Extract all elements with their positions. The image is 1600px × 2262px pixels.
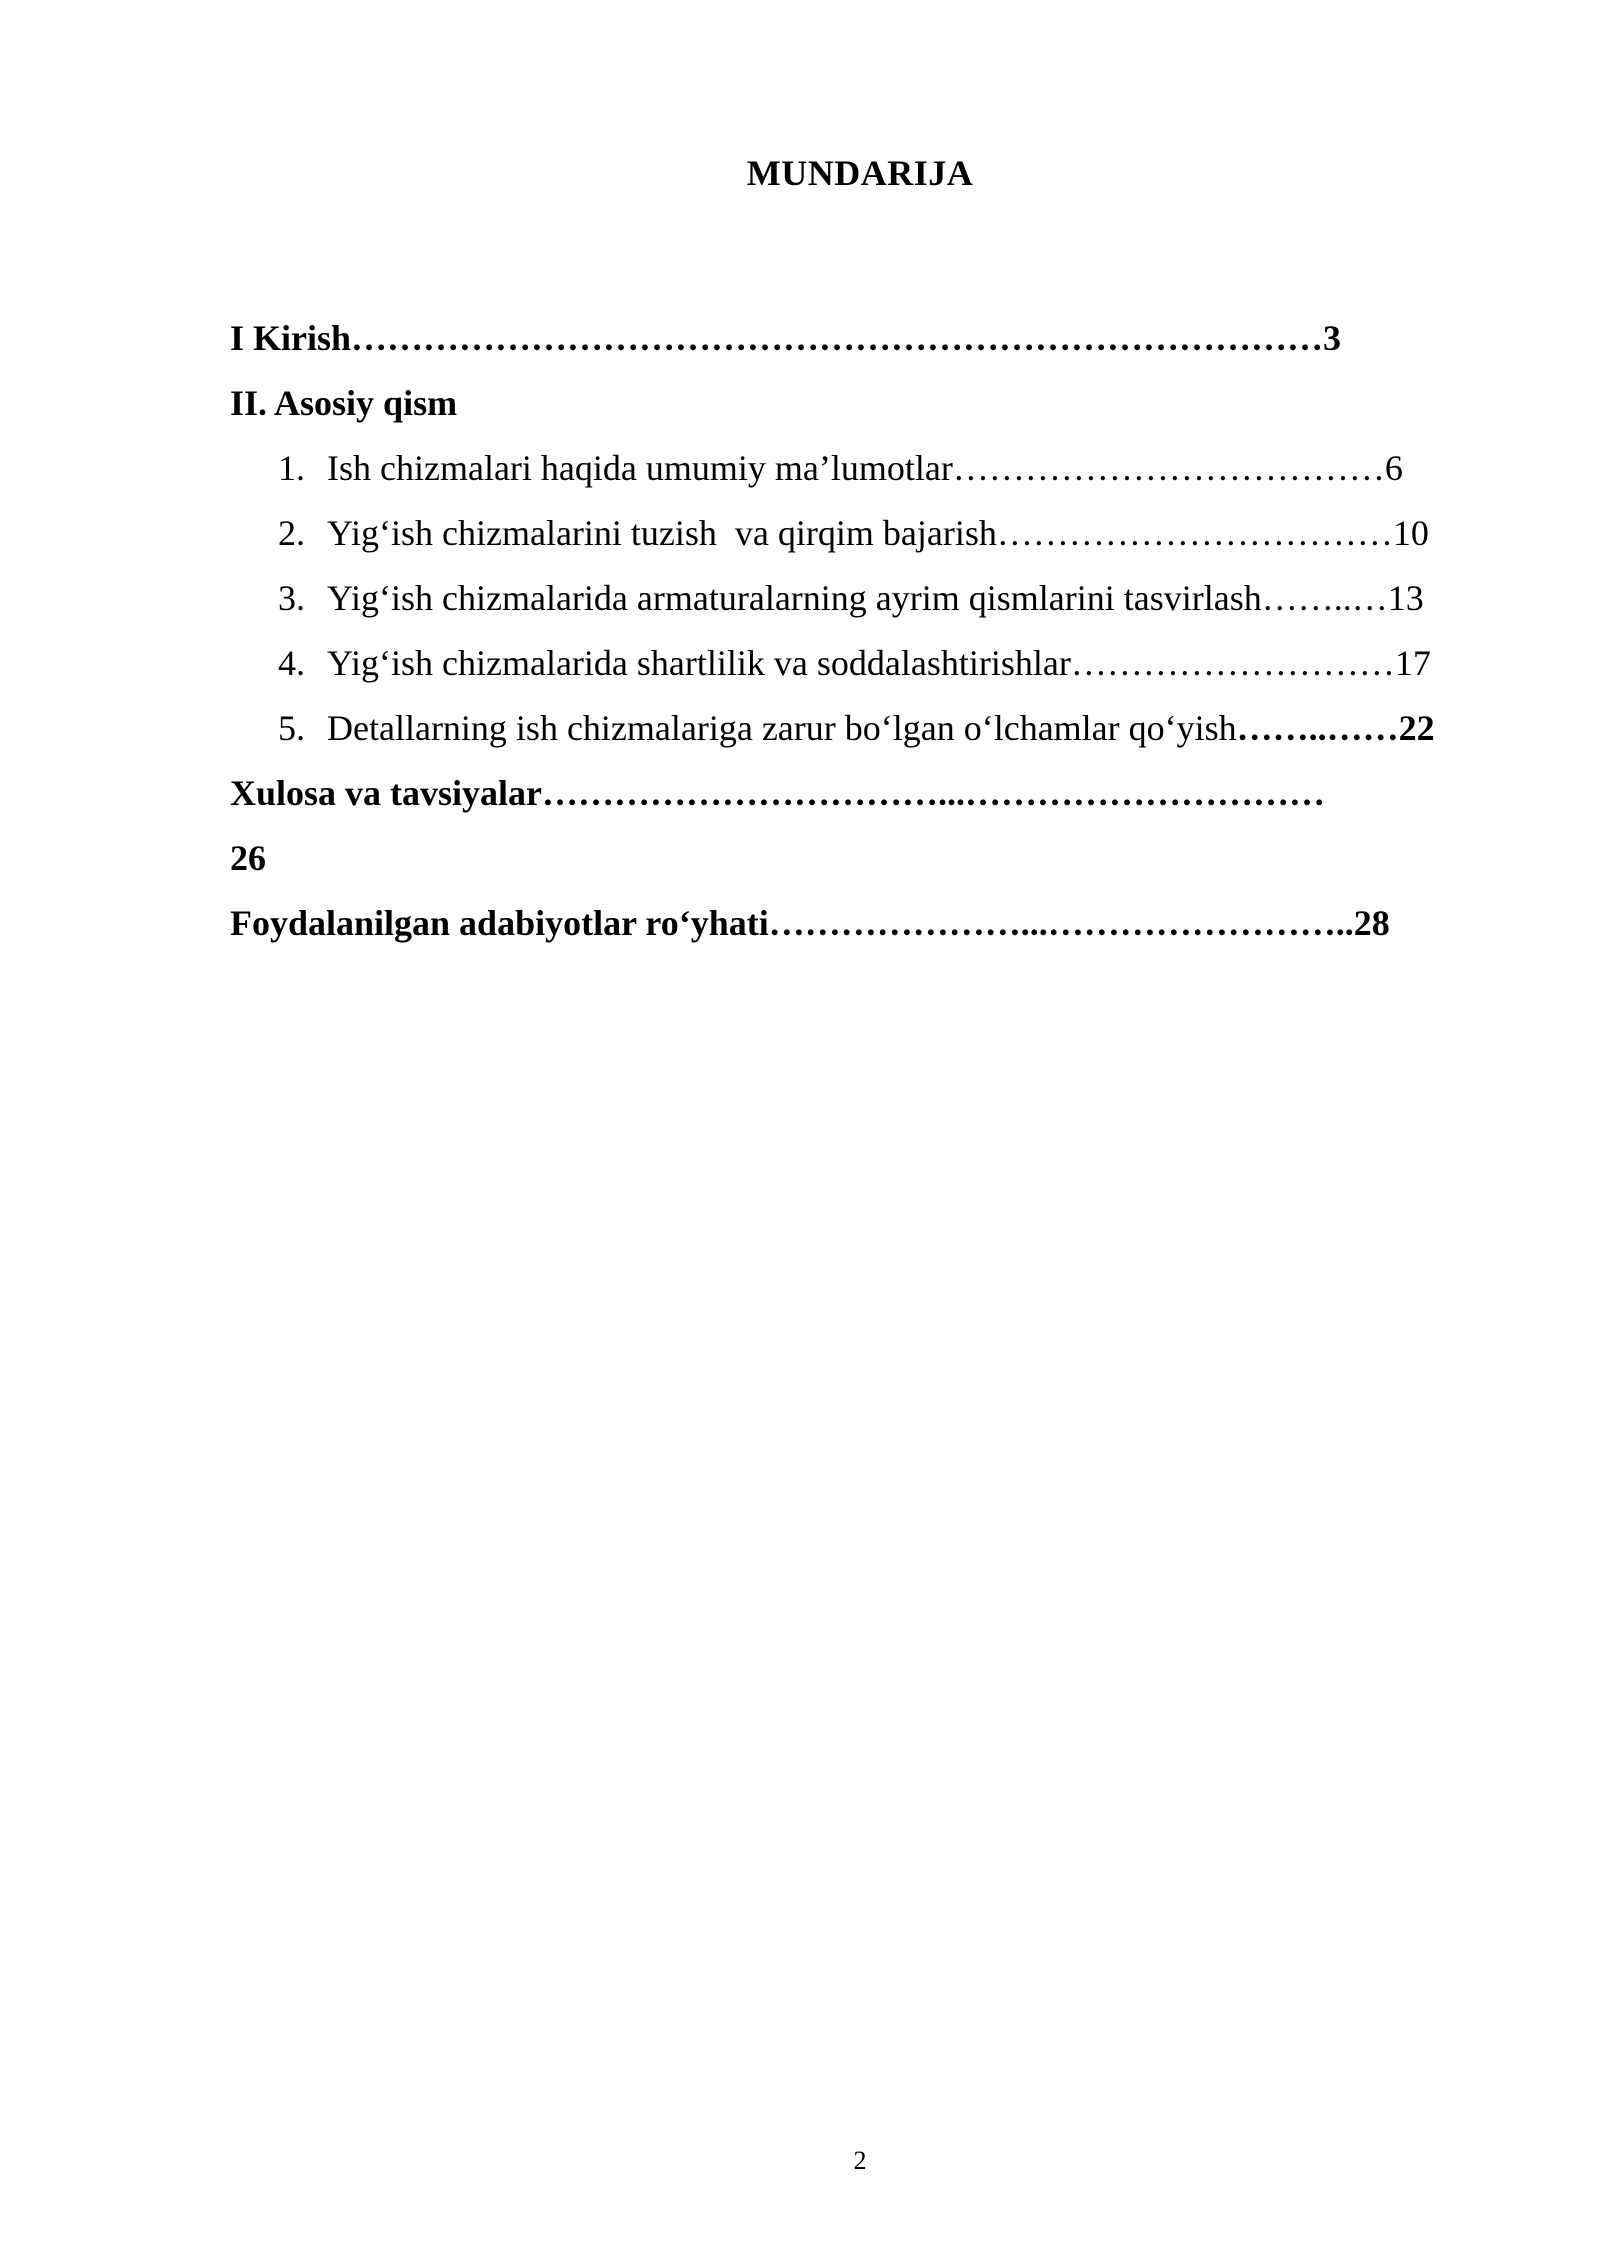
table-of-contents — [230, 306, 1530, 956]
toc-leader-dots: ……..… — [1261, 578, 1388, 618]
toc-subentry-5 — [230, 696, 1530, 761]
toc-subentry-3 — [230, 566, 1530, 631]
toc-page-number: 22 — [1398, 708, 1435, 748]
toc-page-number: 26 — [230, 838, 266, 878]
toc-entry-number: 1. — [278, 448, 305, 488]
toc-entry-text: Yig‘ish chizmalarini tuzish va qirqim bajarish — [327, 513, 997, 553]
toc-page-number: 10 — [1392, 513, 1429, 553]
toc-entry-number: 5. — [278, 708, 305, 748]
toc-entry-adabiyotlar — [230, 891, 1530, 956]
toc-page-number: 13 — [1387, 578, 1424, 618]
page-title: MUNDARIJA — [746, 153, 974, 193]
toc-entry-text: Foydalanilgan adabiyotlar ro‘yhati — [230, 903, 769, 943]
toc-entry-kirish — [230, 306, 1530, 371]
toc-subentry-4 — [230, 631, 1530, 696]
toc-leader-dots: ……..…… — [1236, 708, 1399, 748]
toc-entry-number: 3. — [278, 578, 305, 618]
toc-leader-dots: ……………………………………………………………………… — [351, 318, 1324, 358]
page-number: 2 — [853, 2146, 867, 2175]
toc-leader-dots: ……………………………...………………………… — [542, 773, 1326, 813]
toc-leader-dots: …………………...…………………….. — [768, 903, 1354, 943]
toc-entry-text: I Kirish — [230, 318, 352, 358]
toc-entry-number: 4. — [278, 643, 305, 683]
toc-entry-text: Yig‘ish chizmalarida shartlilik va soddalashtirishlar — [327, 643, 1071, 683]
toc-page-number: 28 — [1353, 903, 1390, 943]
toc-entry-xulosa-page — [230, 826, 1530, 891]
toc-subentry-2 — [230, 501, 1530, 566]
toc-entry-text: Detallarning ish chizmalariga zarur bo‘lgan o‘lchamlar qo‘yish — [327, 708, 1237, 748]
toc-entry-number: 2. — [278, 513, 305, 553]
toc-leader-dots: …………………………… — [996, 513, 1393, 553]
toc-page-number: 17 — [1394, 643, 1431, 683]
toc-entry-text: II. Asosiy qism — [230, 383, 458, 423]
toc-entry-text: Yig‘ish chizmalarida armaturalarning ayrim qismlarini tasvirlash — [327, 578, 1262, 618]
toc-entry-text: Xulosa va tavsiyalar — [230, 773, 543, 813]
toc-leader-dots: ……………………………… — [952, 448, 1385, 488]
toc-entry-text: Ish chizmalari haqida umumiy ma’lumotlar — [327, 448, 953, 488]
toc-entry-asosiy-qism — [230, 371, 1530, 436]
toc-subentry-1 — [230, 436, 1530, 501]
toc-leader-dots: ……………………… — [1070, 643, 1395, 683]
toc-page-number: 6 — [1384, 448, 1403, 488]
toc-entry-xulosa — [230, 761, 1530, 826]
toc-page-number: 3 — [1323, 318, 1342, 358]
